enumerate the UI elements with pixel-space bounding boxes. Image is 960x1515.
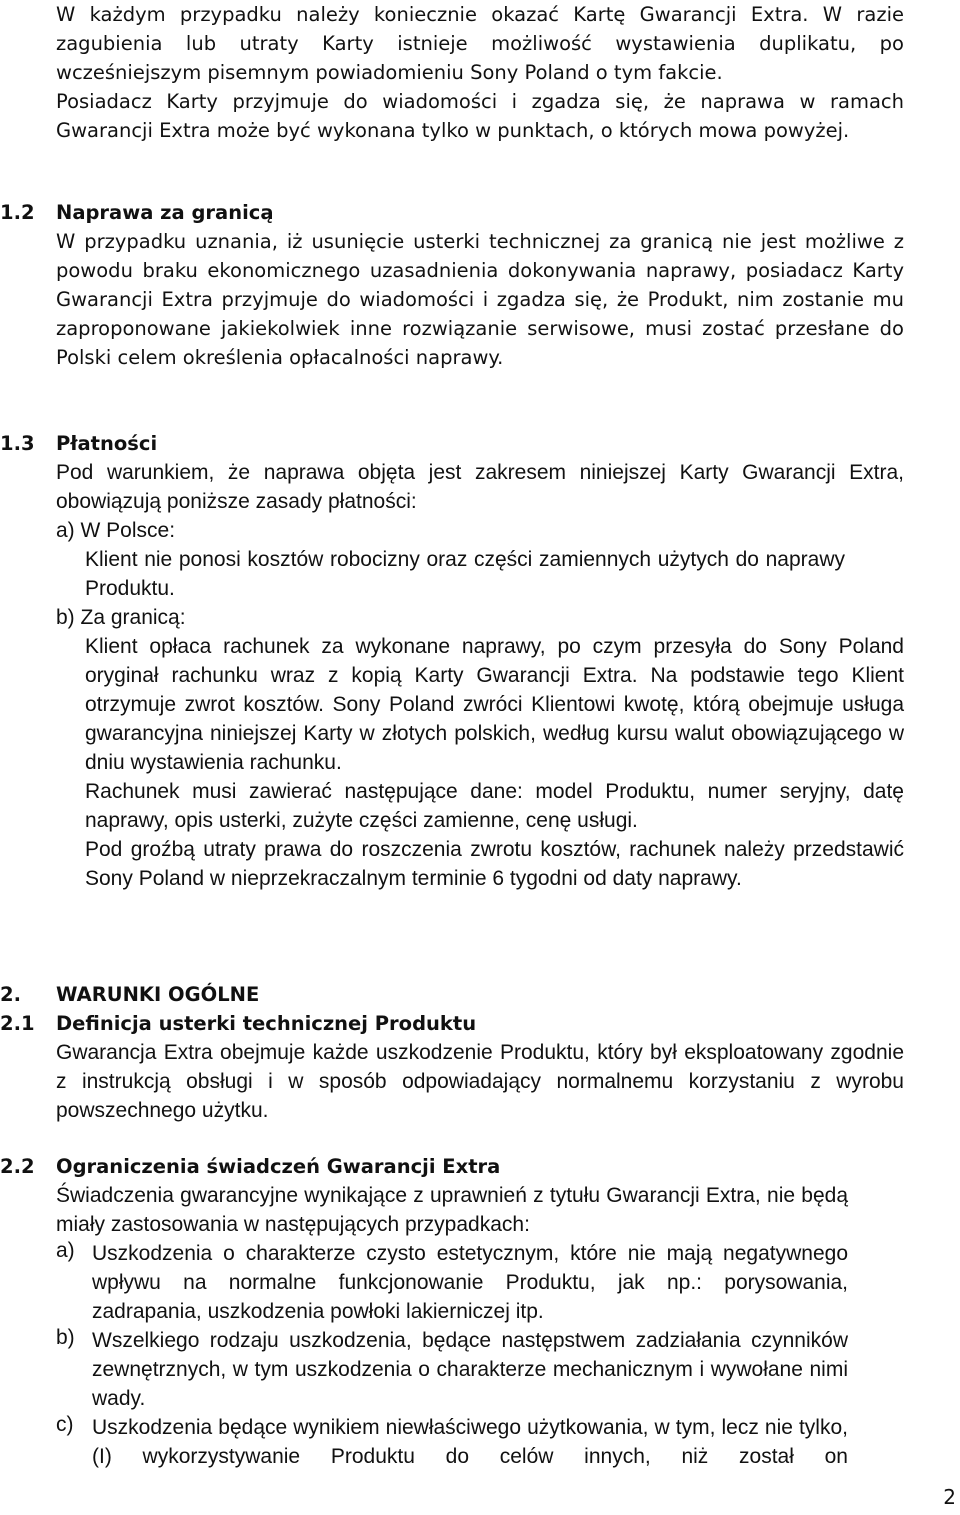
list-item-text: Uszkodzenia będące wynikiem niewłaściwego użytkowania, w tym, lecz nie tylko, (I) wykorzystywanie Produktu do celów innych, niż został on [92, 1416, 848, 1468]
section-2-2 [0, 1152, 848, 1471]
payments-poland-label: a) W Polsce: [56, 519, 176, 542]
intro-block [56, 0, 904, 145]
list-item-label: a) [56, 1239, 75, 1262]
page-number: 2 [943, 1485, 956, 1509]
payments-intro: Pod warunkiem, że naprawa objęta jest zakresem niniejszej Karty Gwarancji Extra, obowiązują poniższe zasady płatności: [56, 461, 904, 513]
list-item [0, 1413, 848, 1471]
payments-abroad-label: b) Za granicą: [56, 606, 186, 629]
section-heading [0, 198, 904, 227]
section-number: 2. [0, 983, 21, 1006]
subsection-heading-2-1 [0, 1009, 904, 1038]
section-body: W przypadku uznania, iż usunięcie usterki technicznej za granicą nie jest możliwe z powodu braku ekonomicznego uzasadnienia dokonywania naprawy, posiadacz Karty Gwarancji Extra przyjmuje do wiadomości i zgadza się, że Produkt, nim zostanie mu zaproponowane jakiekolwiek inne rozwiązanie serwisowe, musi zostać przesłane do Polski celem określenia opłacalności naprawy. [56, 230, 904, 369]
section-number: 2.2 [0, 1155, 35, 1178]
section-number: 2.1 [0, 1012, 35, 1035]
section-1-2 [0, 198, 904, 372]
section-title: Definicja usterki technicznej Produktu [56, 1012, 477, 1035]
payments-poland-text: Klient nie ponosi kosztów robocizny oraz części zamiennych użytych do naprawy Produktu. [85, 548, 845, 600]
list-item-text: Uszkodzenia o charakterze czysto estetycznym, które nie mają negatywnego wpływu na normalne funkcjonowanie Produktu, jak np.: porysowania, zadrapania, uszkodzenia powłoki lakierniczej itp. [92, 1242, 848, 1323]
limitations-intro: Świadczenia gwarancyjne wynikające z uprawnień z tytułu Gwarancji Extra, nie będą miały zastosowania w następujących przypadkach: [56, 1184, 848, 1236]
section-2 [0, 980, 904, 1125]
list-item [0, 1326, 848, 1413]
list-item-label: b) [56, 1326, 75, 1349]
section-title: WARUNKI OGÓLNE [56, 983, 260, 1006]
section-heading [0, 1152, 848, 1181]
payments-invoice-requirements: Rachunek musi zawierać następujące dane: model Produktu, numer seryjny, datę naprawy, opis usterki, zużyte części zamienne, cenę usługi. [85, 780, 904, 832]
section-number: 1.2 [0, 201, 35, 224]
section-1-3 [0, 429, 904, 893]
section-heading [0, 980, 904, 1009]
technical-defect-definition: Gwarancja Extra obejmuje każde uszkodzenie Produktu, który był eksploatowany zgodnie z instrukcją obsługi i w sposób odpowiadający normalnemu korzystaniu z wyrobu powszechnego użytku. [56, 1041, 904, 1122]
section-heading [0, 429, 904, 458]
section-number: 1.3 [0, 432, 35, 455]
paragraph-repair-locations: Posiadacz Karty przyjmuje do wiadomości i zgadza się, że naprawa w ramach Gwarancji Extra może być wykonana tylko w punktach, o których mowa powyżej. [56, 90, 904, 142]
section-title: Naprawa za granicą [56, 201, 274, 224]
section-title: Ograniczenia świadczeń Gwarancji Extra [56, 1155, 501, 1178]
payments-deadline: Pod groźbą utraty prawa do roszczenia zwrotu kosztów, rachunek należy przedstawić Sony Poland w nieprzekraczalnym terminie 6 tygodni od daty naprawy. [85, 838, 904, 890]
paragraph-duplicate-card: W każdym przypadku należy koniecznie okazać Kartę Gwarancji Extra. W razie zagubienia lub utraty Karty istnieje możliwość wystawienia duplikatu, po wcześniejszym pisemnym powiadomieniu Sony Poland o tym fakcie. [56, 3, 904, 84]
list-item [0, 1239, 848, 1326]
list-item-text: Wszelkiego rodzaju uszkodzenia, będące następstwem zadziałania czynników zewnętrznych, w tym uszkodzenia o charakterze mechanicznym i wywołane nimi wady. [92, 1329, 848, 1410]
payments-abroad-text: Klient opłaca rachunek za wykonane naprawy, po czym przesyła do Sony Poland oryginał rachunku wraz z kopią Karty Gwarancji Extra. Na podstawie tego Klient otrzymuje zwrot kosztów. Sony Poland zwróci Klientowi kwotę, którą obejmuje usługa gwarancyjna niniejszej Karty w złotych polskich, według kursu walut obowiązującego w dniu wystawienia rachunku. [85, 635, 904, 774]
list-item-label: c) [56, 1413, 74, 1436]
section-title: Płatności [56, 432, 158, 455]
